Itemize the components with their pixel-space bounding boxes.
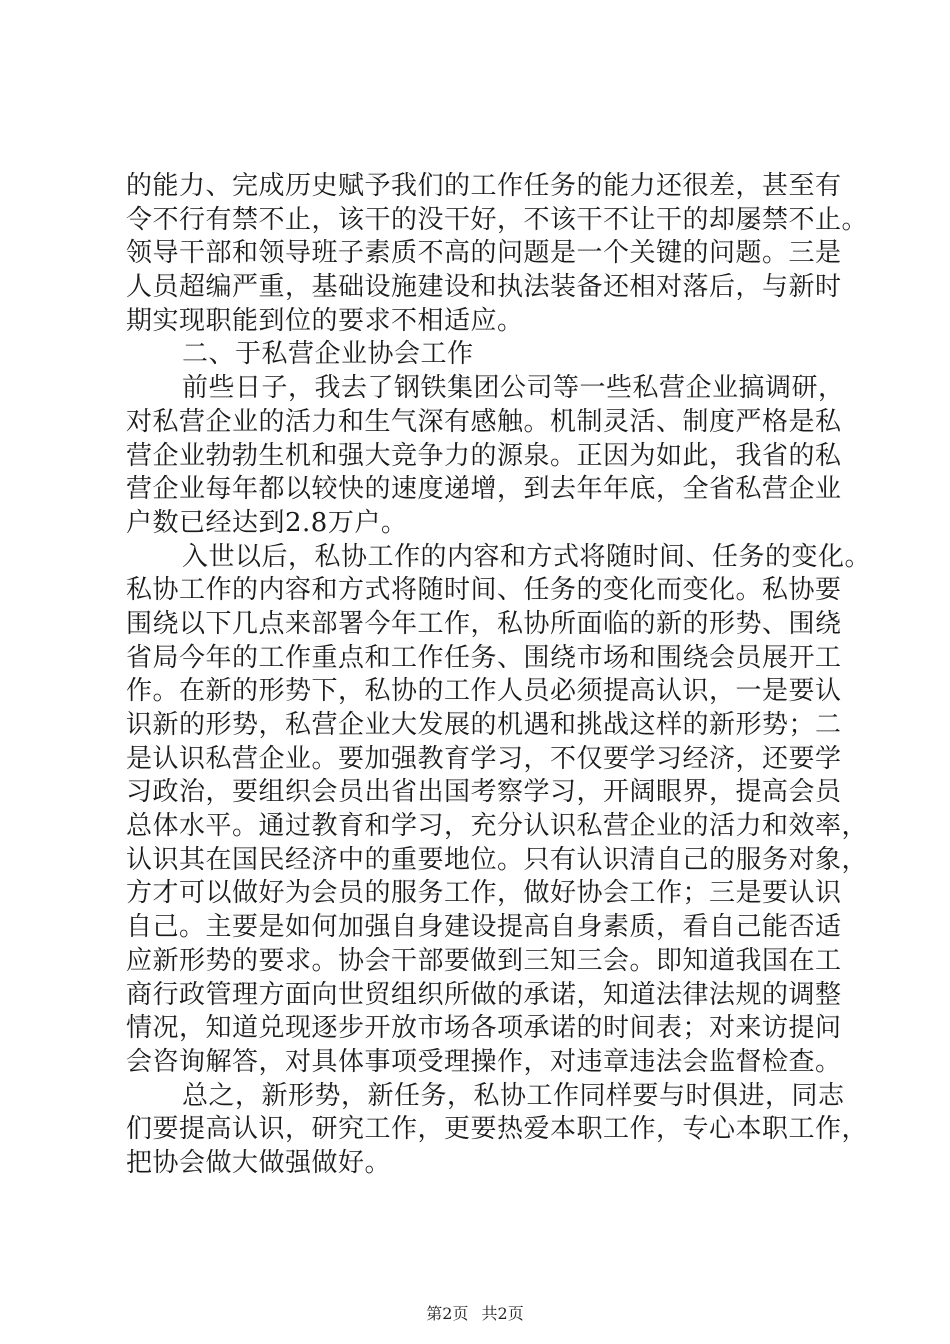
text-line: 情况，知道兑现逐步开放市场各项承诺的时间表；对来访提问 <box>126 1013 842 1044</box>
text-line: 的能力、完成历史赋予我们的工作任务的能力还很差，甚至有 <box>126 171 842 201</box>
text-line: 习政治，要组织会员出省出国考察学习，开阔眼界，提高会员 <box>126 777 842 808</box>
text-line: 认识其在国民经济中的重要地位。只有认识清自己的服务对象， <box>126 844 869 875</box>
page-number: 第2页 <box>426 1304 469 1323</box>
text-line: 前些日子，我去了钢铁集团公司等一些私营企业搞调研， <box>182 373 845 404</box>
text-line: 对私营企业的活力和生气深有感触。机制灵活、制度严格是私 <box>126 406 842 437</box>
text-line: 省局今年的工作重点和工作任务、围绕市场和围绕会员展开工 <box>126 642 842 673</box>
text-line: 围绕以下几点来部署今年工作，私协所面临的新的形势、围绕 <box>126 608 842 639</box>
text-line: 私协工作的内容和方式将随时间、任务的变化而变化。私协要 <box>126 575 842 606</box>
text-line: 总体水平。通过教育和学习，充分认识私营企业的活力和效率， <box>126 811 869 842</box>
text-line: 二、于私营企业协会工作 <box>182 339 474 370</box>
text-line: 们要提高认识，研究工作，更要热爱本职工作，专心本职工作， <box>126 1114 869 1145</box>
text-line: 作。在新的形势下，私协的工作人员必须提高认识，一是要认 <box>126 676 842 707</box>
text-line: 商行政管理方面向世贸组织所做的承诺，知道法律法规的调整 <box>126 979 842 1010</box>
text-line: 营企业每年都以较快的速度递增，到去年年底，全省私营企业 <box>126 474 842 505</box>
text-line: 营企业勃勃生机和强大竞争力的源泉。正因为如此，我省的私 <box>126 440 842 471</box>
text-line: 方才可以做好为会员的服务工作，做好协会工作；三是要认识 <box>126 878 842 909</box>
text-line: 识新的形势，私营企业大发展的机遇和挑战这样的新形势；二 <box>126 710 842 740</box>
text-line: 人员超编严重，基础设施建设和执法装备还相对落后，与新时 <box>126 272 842 303</box>
text-line: 会咨询解答，对具体事项受理操作，对违章违法会监督检查。 <box>126 1046 842 1077</box>
text-line: 入世以后，私协工作的内容和方式将随时间、任务的变化。 <box>182 541 872 572</box>
text-line: 领导干部和领导班子素质不高的问题是一个关键的问题。三是 <box>126 238 842 269</box>
page-footer <box>0 1304 950 1324</box>
document-body <box>126 170 872 1181</box>
text-line: 令不行有禁不止，该干的没干好，不该干不让干的却屡禁不止。 <box>126 204 869 235</box>
text-line: 总之，新形势，新任务，私协工作同样要与时俱进，同志 <box>182 1080 845 1111</box>
text-line: 期实现职能到位的要求不相适应。 <box>126 305 524 336</box>
text-line: 自己。主要是如何加强自身建设提高自身素质，看自己能否适 <box>126 912 842 943</box>
text-line: 应新形势的要求。协会干部要做到三知三会。即知道我国在工 <box>126 945 842 976</box>
text-line: 户数已经达到2.8万户。 <box>126 507 408 538</box>
text-line: 把协会做大做强做好。 <box>126 1147 392 1178</box>
page-total: 共2页 <box>481 1304 524 1323</box>
text-line: 是认识私营企业。要加强教育学习，不仅要学习经济，还要学 <box>126 743 842 774</box>
